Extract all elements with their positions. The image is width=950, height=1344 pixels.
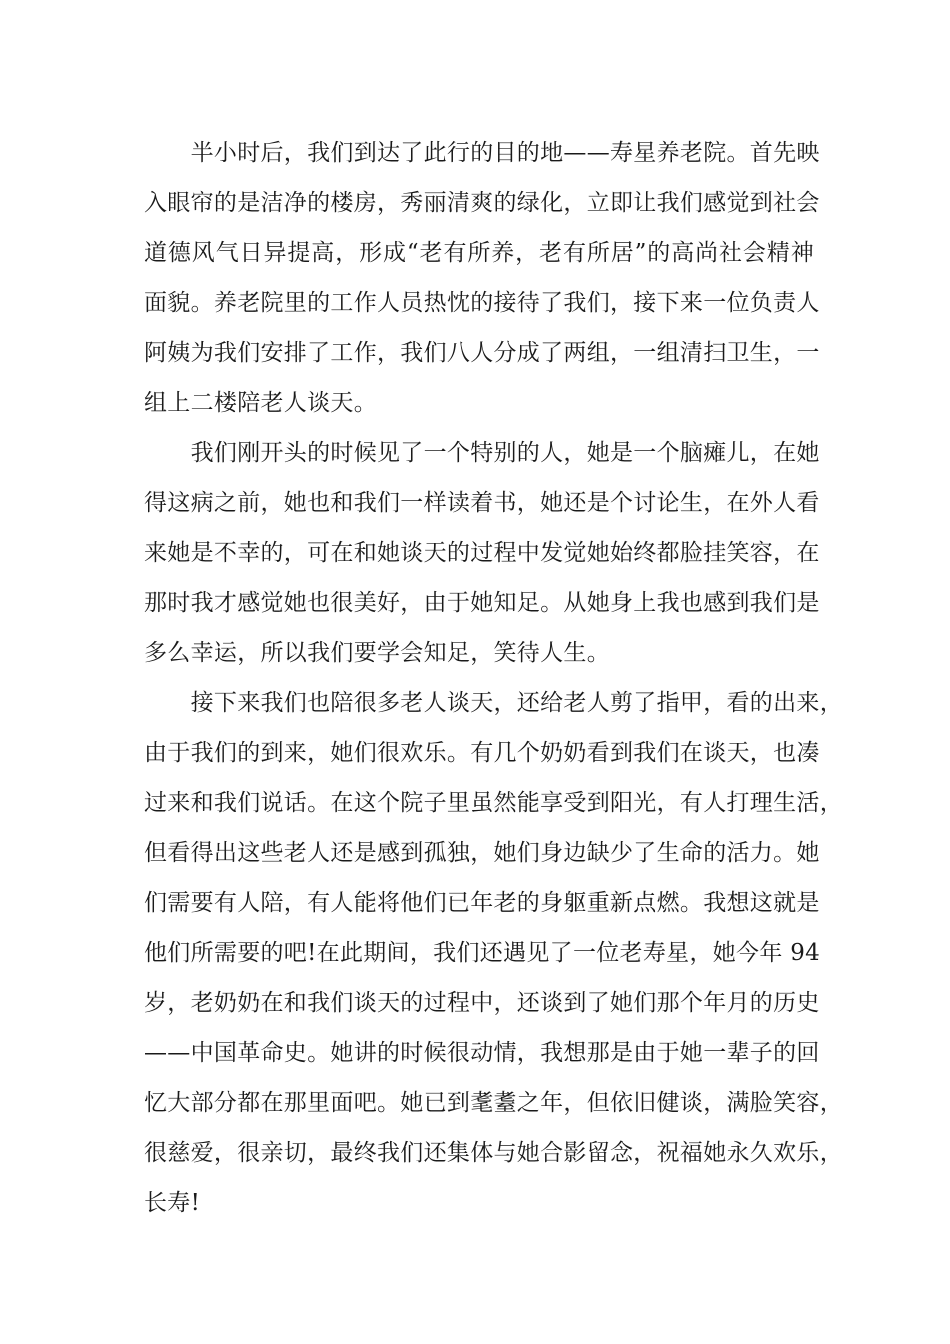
text-line: 面貌。养老院里的工作人员热忱的接待了我们，接下来一位负责人 [144, 290, 820, 316]
text-line: 来她是不幸的，可在和她谈天的过程中发觉她始终都脸挂笑容，在 [144, 540, 820, 566]
text-line: 岁，老奶奶在和我们谈天的过程中，还谈到了她们那个年月的历史 [144, 990, 820, 1016]
text-line: 道德风气日异提高，形成“老有所养，老有所居”的高尚社会精神 [144, 240, 814, 266]
text-line: 由于我们的到来，她们很欢乐。有几个奶奶看到我们在谈天，也凑 [144, 740, 820, 766]
text-line: 很慈爱，很亲切，最终我们还集体与她合影留念，祝福她永久欢乐， [144, 1140, 843, 1166]
text-line: 但看得出这些老人还是感到孤独，她们身边缺少了生命的活力。她 [144, 840, 820, 866]
text-line: 们需要有人陪，有人能将他们已年老的身躯重新点燃。我想这就是 [144, 890, 820, 916]
text-line: 他们所需要的吧!在此期间，我们还遇见了一位老寿星，她今年 94 [144, 940, 821, 966]
document-body [144, 128, 843, 1228]
text-line: 接下来我们也陪很多老人谈天，还给老人剪了指甲，看的出来， [144, 690, 843, 716]
text-line: 过来和我们说话。在这个院子里虽然能享受到阳光，有人打理生活， [144, 790, 843, 816]
text-line: ——中国革命史。她讲的时候很动情，我想那是由于她一辈子的回 [144, 1040, 820, 1066]
text-line: 阿姨为我们安排了工作，我们八人分成了两组，一组清扫卫生，一 [144, 340, 820, 366]
text-line: 多么幸运，所以我们要学会知足，笑待人生。 [144, 640, 610, 666]
text-line: 我们刚开头的时候见了一个特别的人，她是一个脑瘫儿，在她 [144, 440, 820, 466]
text-line: 组上二楼陪老人谈天。 [144, 390, 377, 416]
paragraph-1 [144, 128, 820, 428]
text-line: 那时我才感觉她也很美好，由于她知足。从她身上我也感到我们是 [144, 590, 820, 616]
paragraph-2 [144, 428, 820, 678]
text-line: 得这病之前，她也和我们一样读着书，她还是个讨论生，在外人看 [144, 490, 820, 516]
text-line: 忆大部分都在那里面吧。她已到耄耋之年，但依旧健谈，满脸笑容， [144, 1090, 843, 1116]
text-line: 半小时后，我们到达了此行的目的地——寿星养老院。首先映 [144, 140, 820, 166]
paragraph-3 [144, 678, 843, 1228]
text-line: 入眼帘的是洁净的楼房，秀丽清爽的绿化，立即让我们感觉到社会 [144, 190, 820, 216]
text-line: 长寿! [144, 1190, 201, 1216]
